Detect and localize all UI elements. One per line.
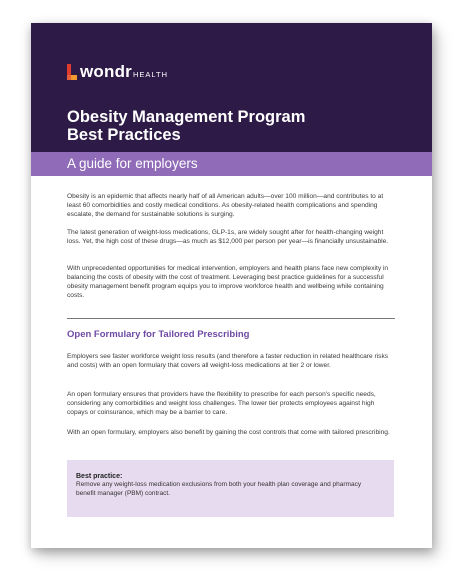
section-paragraph-1: Employers see faster workforce weight loss results (and therefore a faster reduction in related healthcare risks and costs) with an open formulary that covers all weight-loss medications at tier 2 or lower. bbox=[67, 353, 389, 369]
title-line-2: Best Practices bbox=[67, 126, 181, 144]
callout-label: Best practice: bbox=[76, 473, 123, 480]
intro-paragraph-1: Obesity is an epidemic that affects nearly half of all American adults—over 100 million—and contributes to at least 60 comorbidities and costly medical conditions. As obesity-related health complications and spending escalate, the demand for sustainable solutions is surging. bbox=[67, 193, 384, 218]
logo-health-label: HEALTH bbox=[133, 70, 169, 79]
section-heading: Open Formulary for Tailored Prescribing bbox=[67, 329, 250, 340]
subtitle-band bbox=[31, 152, 432, 176]
document-page bbox=[31, 23, 432, 548]
title-line-1: Obesity Management Program bbox=[67, 108, 306, 126]
page-subtitle: A guide for employers bbox=[67, 156, 198, 171]
logo-wordmark: wondr bbox=[80, 62, 132, 81]
wondr-logo-mark-icon bbox=[67, 64, 77, 80]
page-title bbox=[67, 108, 407, 144]
intro-paragraph-2: The latest generation of weight-loss medications, GLP-1s, are widely sought after for health-changing weight loss. Yet, the high cost of these drugs—as much as $12,000 per person per year—is financially unsustainable. bbox=[67, 229, 389, 245]
header-band bbox=[31, 23, 432, 152]
callout-text: Remove any weight-loss medication exclusions from both your health plan coverage and pharmacy benefit manager (PBM) contract. bbox=[76, 481, 362, 497]
wondr-health-logo bbox=[67, 62, 168, 80]
section-divider bbox=[67, 318, 395, 319]
section-paragraph-2: An open formulary ensures that providers have the flexibility to prescribe for each person's specific needs, considering any comorbidities and weight loss challenges. The lower tier protects employees against high copays or coinsurance, which may be a barrier to care. bbox=[67, 391, 376, 416]
section-paragraph-3: With an open formulary, employers also benefit by gaining the cost controls that come with tailored prescribing. bbox=[67, 429, 390, 436]
best-practice-callout bbox=[67, 460, 394, 517]
intro-paragraph-3: With unprecedented opportunities for medical intervention, employers and health plans face new complexity in balancing the costs of obesity with the cost of treatment. Leveraging best practice guidelines for a successful obesity management benefit program equips you to improve workforce health and wellbeing while containing costs. bbox=[67, 265, 389, 299]
